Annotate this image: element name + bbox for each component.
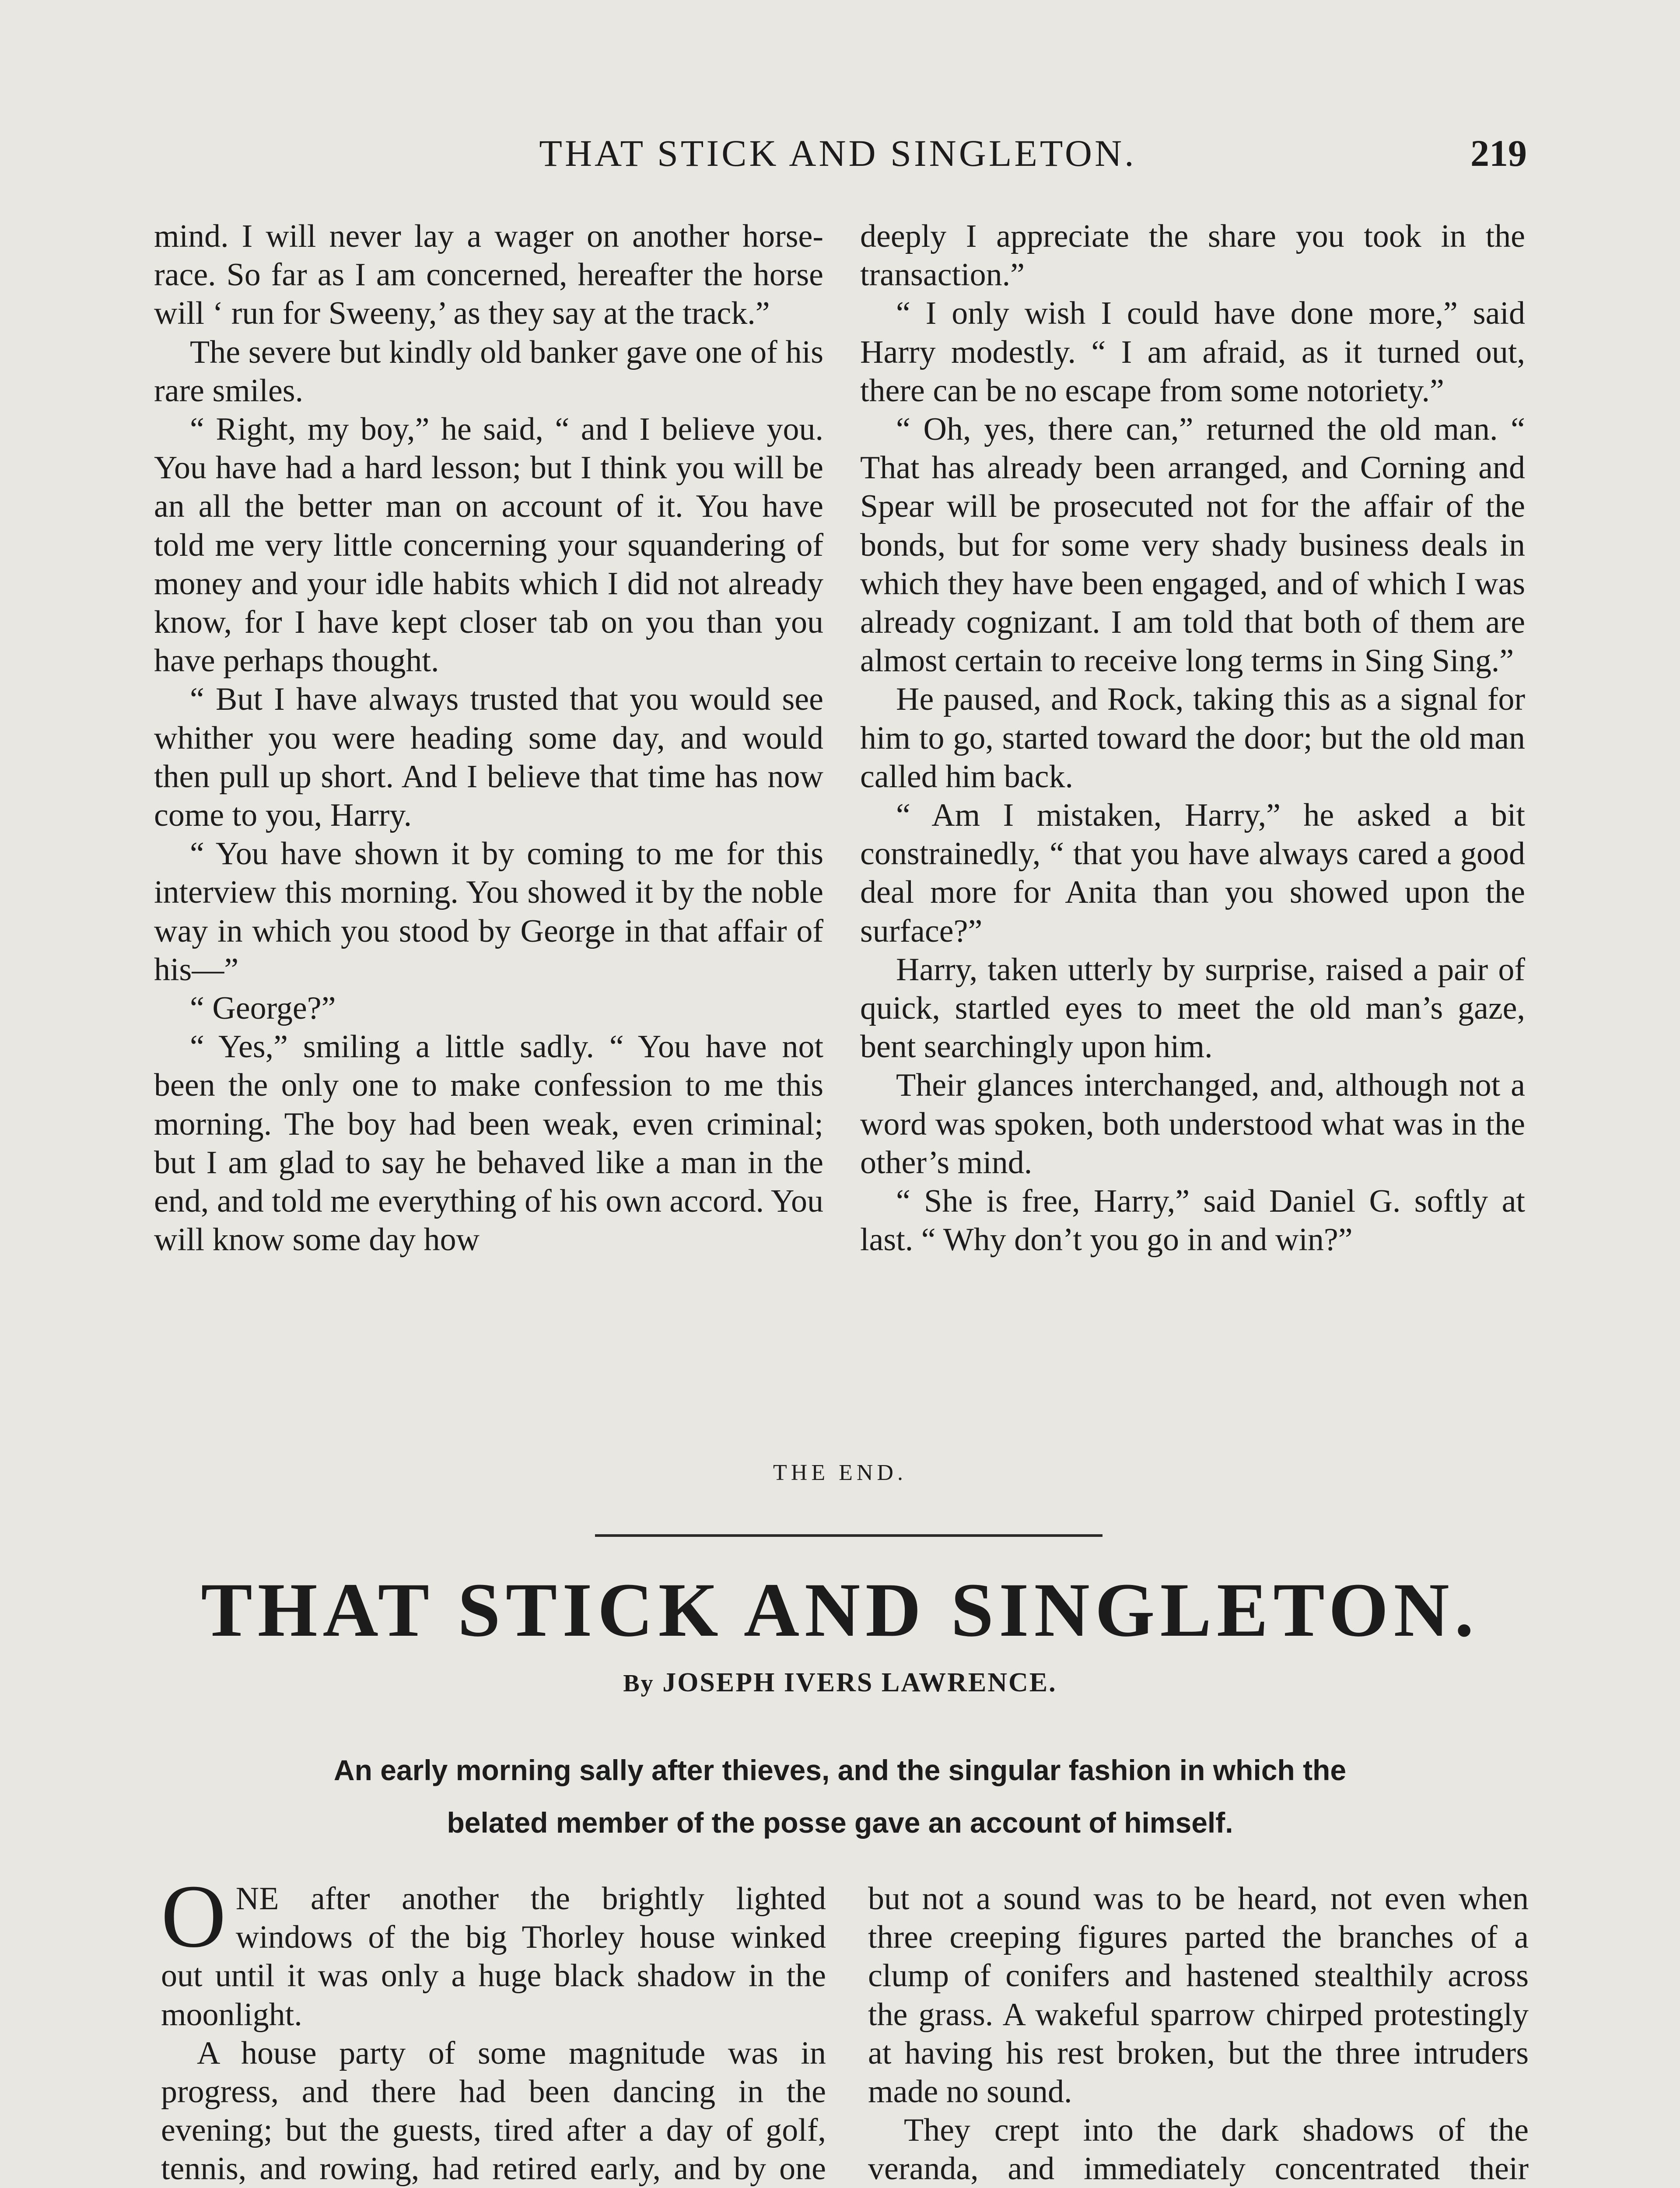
paragraph <box>860 796 1525 950</box>
paragraph-text: “ But I have always trusted that you would see whither you were heading some day, and would then pull up short. And I believe that time has now come to you, Harry. <box>154 681 823 834</box>
paragraph <box>154 410 823 680</box>
prev-story-column-left <box>154 217 823 1259</box>
paragraph-text: The severe but kindly old banker gave one of his rare smiles. <box>154 334 823 409</box>
paragraph <box>161 1866 826 2034</box>
paragraph <box>868 1879 1529 2111</box>
paragraph-text: “ Yes,” smiling a little sadly. “ You have not been the only one to make confession to me this morning. The boy had been weak, even criminal; but I am glad to say he behaved like a man in the end, and told me everything of his own accord. You will know some day how <box>154 1029 823 1258</box>
paragraph <box>860 950 1525 1066</box>
paragraph-text: He paused, and Rock, taking this as a signal for him to go, started toward the door; but the old man called him back. <box>860 681 1525 795</box>
paragraph <box>868 2111 1529 2188</box>
new-story-column-left <box>161 1866 826 2188</box>
running-title: THAT STICK AND SINGLETON. <box>539 132 1137 174</box>
paragraph <box>860 217 1525 294</box>
drop-cap: O <box>161 1866 226 1966</box>
paragraph-text: “ Right, my boy,” he said, “ and I believe you. You have had a hard lesson; but I think you will be an all the better man on account of it. You have told me very little concerning your squandering of money and your idle habits which I did not already know, for I have kept closer tab on you than you have perhaps thought. <box>154 411 823 679</box>
paragraph <box>154 1027 823 1259</box>
paragraph-text: A house party of some magnitude was in progress, and there had been dancing in the evening; but the guests, tired after a day of golf, tennis, and rowing, had retired early, and by one <box>161 2035 826 2187</box>
the-end-marker: THE END. <box>773 1460 907 1485</box>
paragraph-text: Harry, taken utterly by surprise, raised a pair of quick, startled eyes to meet the old man’s gaze, bent searchingly upon him. <box>860 951 1525 1065</box>
paragraph-text: NE after another the brightly lighted windows of the big Thorley house winked out until it was only a huge black shadow in the moonlight. <box>161 1881 826 2033</box>
paragraph <box>860 1182 1525 1259</box>
paragraph-text: Their glances interchanged, and, although not a word was spoken, both understood what was in the other’s mind. <box>860 1067 1525 1181</box>
section-divider <box>595 1534 1102 1537</box>
prev-story-column-right <box>860 217 1525 1259</box>
page-number: 219 <box>1470 132 1527 174</box>
paragraph-text: “ Oh, yes, there can,” returned the old man. “ That has already been arranged, and Corning and Spear will be prosecuted not for the affair of the bonds, but for some very shady business deals in which they have been engaged, and of which I was already cognizant. I am told that both of them are almost certain to receive long terms in Sing Sing.” <box>860 411 1525 679</box>
new-story-column-right <box>868 1879 1529 2188</box>
story-title: THAT STICK AND SINGLETON. <box>201 1567 1479 1653</box>
paragraph-text: deeply I appreciate the share you took in the transaction.” <box>860 218 1525 293</box>
paragraph <box>860 294 1525 410</box>
paragraph <box>860 410 1525 680</box>
paragraph-text: They crept into the dark shadows of the veranda, and immediately concentrated their <box>868 2112 1529 2187</box>
running-head <box>149 131 1527 184</box>
paragraph-text: “ She is free, Harry,” said Daniel G. softly at last. “ Why don’t you go in and win?” <box>860 1183 1525 1258</box>
paragraph-text: “ You have shown it by coming to me for this interview this morning. You showed it by the noble way in which you stood by George in that affair of his—” <box>154 836 823 988</box>
byline <box>0 1667 1680 1698</box>
story-summary: An early morning sally after thieves, and the singular fashion in which the belated member of the posse gave an account of himself. <box>333 1754 1347 1839</box>
paragraph-text: but not a sound was to be heard, not even when three creeping figures parted the branches of a clump of conifers and hastened stealthily across the grass. A wakeful sparrow chirped protestingly at having his rest broken, but the three intruders made no sound. <box>868 1881 1529 2110</box>
paragraph <box>154 217 823 333</box>
byline-prefix: By <box>623 1670 654 1697</box>
paragraph <box>154 989 823 1027</box>
paragraph-text: “ I only wish I could have done more,” said Harry modestly. “ I am afraid, as it turned out, there can be no escape from some notoriety.” <box>860 295 1525 409</box>
paragraph <box>860 680 1525 796</box>
paragraph <box>860 1066 1525 1182</box>
paragraph-text: mind. I will never lay a wager on another horse-race. So far as I am concerned, hereafter the horse will ‘ run for Sweeny,’ as they say at the track.” <box>154 218 823 332</box>
paragraph <box>154 680 823 835</box>
author-name: JOSEPH IVERS LAWRENCE. <box>662 1668 1057 1697</box>
paragraph <box>154 333 823 410</box>
paragraph <box>161 2034 826 2188</box>
paragraph-text: “ Am I mistaken, Harry,” he asked a bit constrainedly, “ that you have always cared a good deal more for Anita than you showed upon the surface?” <box>860 797 1525 949</box>
paragraph <box>154 835 823 989</box>
paragraph-text: “ George?” <box>190 990 336 1027</box>
